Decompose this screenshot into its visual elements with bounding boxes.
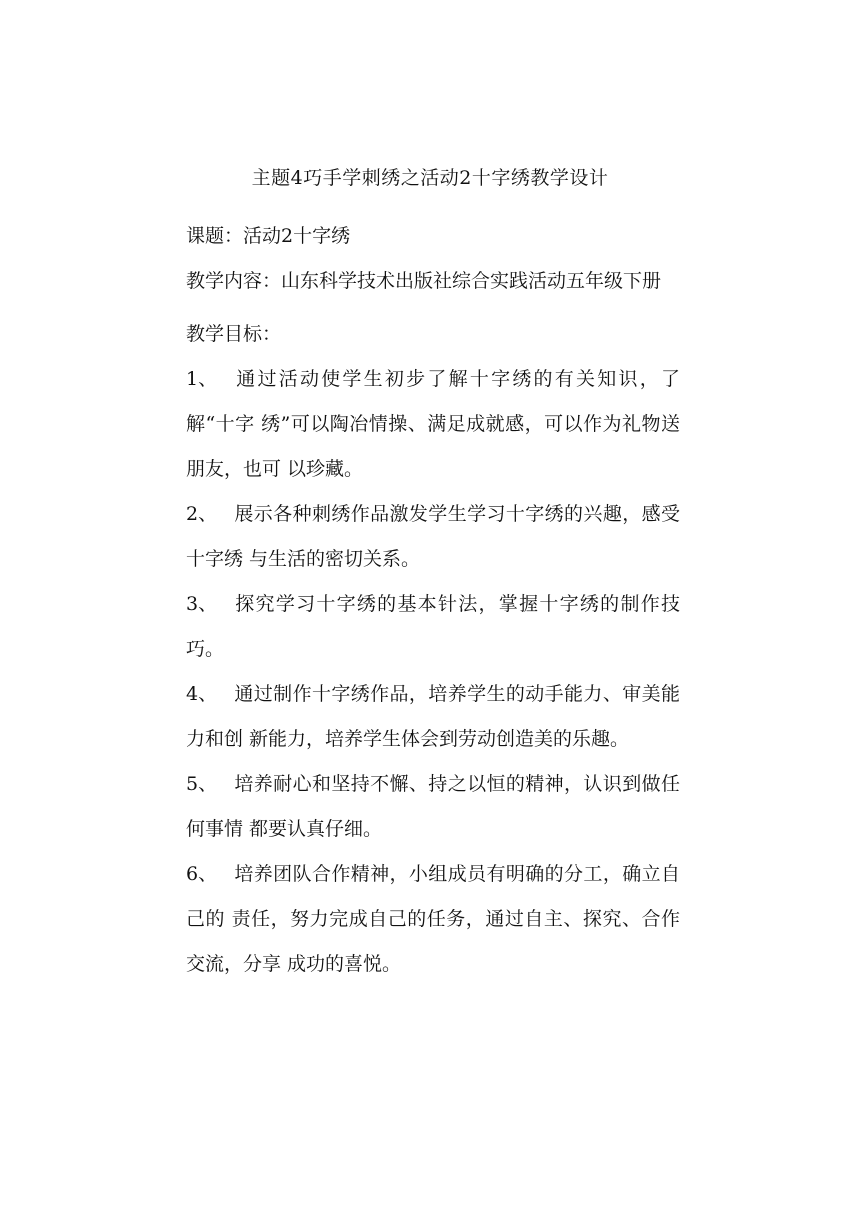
objective-item xyxy=(186,672,680,762)
objective-text: 通过制作十字绣作品，培养学生的动手能力、审美能力和创 新能力，培养学生体会到劳动创造美的乐趣。 xyxy=(186,683,680,750)
objective-number: 3、 xyxy=(186,593,218,615)
content-line: 教学内容：山东科学技术出版社综合实践活动五年级下册 xyxy=(186,270,662,292)
document-body xyxy=(186,214,680,987)
objective-item xyxy=(186,357,680,492)
objective-item xyxy=(186,492,680,582)
objective-text: 通过活动使学生初步了解十字绣的有关知识，了解“十字 绣”可以陶冶情操、满足成就感，可以作为礼物送朋友，也可 以珍藏。 xyxy=(186,368,680,480)
objective-item xyxy=(186,582,680,672)
objective-number: 4、 xyxy=(186,683,218,705)
objective-number: 1、 xyxy=(186,368,218,390)
objective-number: 2、 xyxy=(186,503,218,525)
objective-text: 探究学习十字绣的基本针法，掌握十字绣的制作技巧。 xyxy=(186,593,680,660)
objective-text: 培养耐心和坚持不懈、持之以恒的精神，认识到做任何事情 都要认真仔细。 xyxy=(186,773,680,840)
objective-item xyxy=(186,852,680,987)
document-title: 主题4巧手学刺绣之活动2十字绣教学设计 xyxy=(251,167,609,189)
objective-number: 6、 xyxy=(186,863,218,885)
objective-item xyxy=(186,762,680,852)
objective-text: 培养团队合作精神，小组成员有明确的分工，确立自己的 责任，努力完成自己的任务，通过自主、探究、合作交流，分享 成功的喜悦。 xyxy=(186,863,680,975)
objective-number: 5、 xyxy=(186,773,218,795)
lesson-line: 课题：活动2十字绣 xyxy=(186,225,351,247)
objective-text: 展示各种刺绣作品激发学生学习十字绣的兴趣，感受十字绣 与生活的密切关系。 xyxy=(186,503,680,570)
objectives-heading: 教学目标： xyxy=(186,323,282,345)
